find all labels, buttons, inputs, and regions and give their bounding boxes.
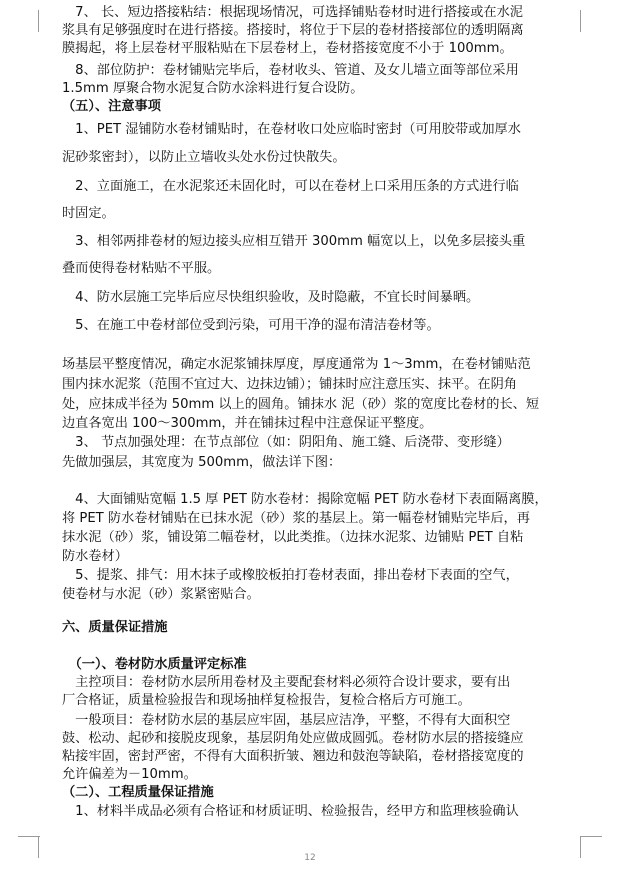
text-line: 鼓、松动、起砂和接脱皮现象，基层阴角处应做成圆弧。卷材防水层的搭接缝应 [62,731,524,746]
text-line: 先做加强层，其宽度为 500mm，做法详下图： [62,455,342,470]
crop-mark-top-left [38,10,39,32]
crop-mark-bottom-right-h [580,836,602,837]
page-number: 12 [304,853,316,863]
text-line: 3、相邻两排卷材的短边接头应相互错开 300mm 幅宽以上，以免多层接头重 [62,234,526,249]
subsection-heading: （二）、工程质量保证措施 [62,785,214,800]
text-line: 允许偏差为－10mm。 [62,767,197,782]
text-line: 7、 长、短边搭接粘结：根据现场情况，可选择铺贴卷材时进行搭接或在水泥 [62,5,523,20]
text-line: 5、提浆、排气：用木抹子或橡胶板拍打卷材表面，排出卷材下表面的空气， [62,568,519,583]
text-line: 将 PET 防水卷材铺贴在已抹水泥（砂）浆的基层上。第一幅卷材铺贴完毕后，再 [62,511,530,526]
text-line: 处，应抹成半径为 50mm 以上的圆角。铺抹水 泥（砂）浆的宽度比卷材的长、短 [62,397,540,412]
text-line: 4、防水层施工完毕后应尽快组织验收，及时隐蔽，不宜长时间暴晒。 [62,290,480,305]
text-line: 1.5mm 厚聚合物水泥复合防水涂料进行复合设防。 [62,81,364,96]
text-line: 主控项目：卷材防水层所用卷材及主要配套材料必须符合设计要求，要有出 [62,675,511,690]
section-heading: （五）、注意事项 [62,99,161,114]
text-line: 厂合格证，质量检验报告和现场抽样复检报告，复检合格后方可施工。 [62,693,471,708]
crop-mark-top-right [580,10,581,32]
text-line: 边直各宽出 100～300mm，并在铺抹过程中注意保证平整度。 [62,416,433,431]
text-line: 场基层平整度情况，确定水泥浆铺抹厚度，厚度通常为 1～3mm，在卷材铺贴范 [62,357,531,372]
section-heading: 六、质量保证措施 [62,620,168,635]
text-line: 使卷材与水泥（砂）浆紧密贴合。 [62,587,260,602]
text-line: 防水卷材） [62,549,128,564]
text-line: 1、材料半成品必须有合格证和材质证明、检验报告，经甲方和监理核验确认 [62,804,519,819]
text-line: 围内抹水泥浆（范围不宜过大、边抹边铺）；铺抹时应注意压实、抹平。在阴角 [62,377,517,392]
text-line: 叠而使得卷材粘贴不平服。 [62,261,221,276]
text-line: 1、PET 湿铺防水卷材铺贴时，在卷材收口处应临时密封（可用胶带或加厚水 [62,122,521,137]
text-line: 8、部位防护：卷材铺贴完毕后，卷材收头、管道、及女儿墙立面等部位采用 [62,63,519,78]
text-line: 5、在施工中卷材部位受到污染，可用干净的湿布清洁卷材等。 [62,318,440,333]
text-line: 2、立面施工，在水泥浆还未固化时，可以在卷材上口采用压条的方式进行临 [62,179,519,194]
text-line: 一般项目：卷材防水层的基层应牢固，基层应洁净，平整，不得有大面积空 [62,713,511,728]
text-line: 3、 节点加强处理：在节点部位（如：阴阳角、施工缝、后浇带、变形缝） [62,435,510,450]
subsection-heading: （一）、卷材防水质量评定标准 [62,657,247,672]
text-line: 时固定。 [62,206,115,221]
text-line: 粘接牢固，密封严密，不得有大面积折皱、翘边和鼓泡等缺陷，卷材搭接宽度的 [62,749,524,764]
text-line: 浆具有足够强度时在进行搭接。搭接时，将位于下层的卷材搭接部位的透明隔离 [62,23,524,38]
text-line: 抹水泥（砂）浆，铺设第二幅卷材，以此类推。（边抹水泥浆、边铺贴 PET 自粘 [62,530,524,545]
text-line: 泥砂浆密封），以防止立墙收头处水份过快散失。 [62,150,346,165]
crop-mark-bottom-left-h [18,836,40,837]
text-line: 4、大面铺贴宽幅 1.5 厚 PET 防水卷材：揭除宽幅 PET 防水卷材下表面隔离膜， [62,492,548,507]
text-line: 膜揭起，将上层卷材平服粘贴在下层卷材上，卷材搭接宽度不小于 100mm。 [62,41,513,56]
